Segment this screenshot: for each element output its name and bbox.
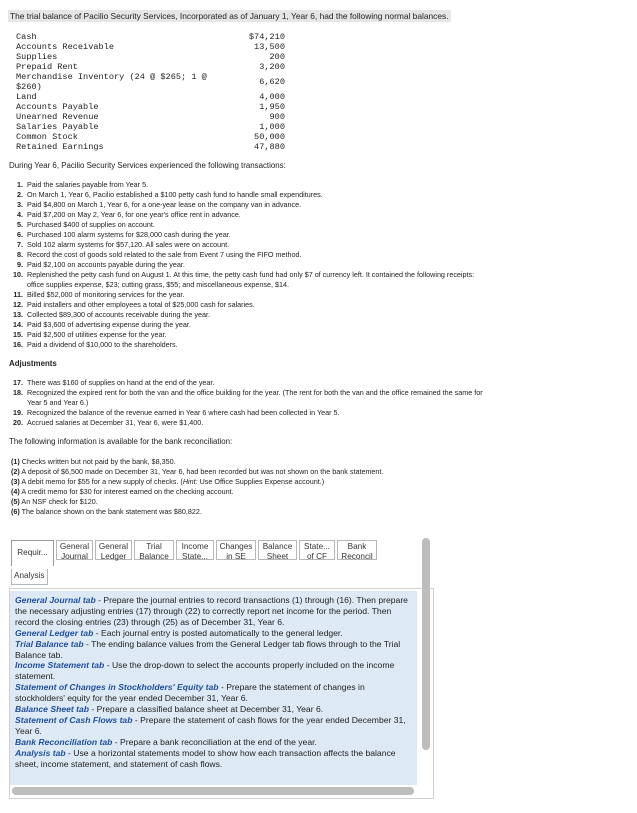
item-text: Paid $2,100 on accounts payable during the year. [27,260,185,269]
list-item [9,240,484,250]
tab-label: in SE [226,552,246,561]
item-number: 5. [17,220,23,229]
tb-amount: $74,210 [248,32,285,42]
requirement-text: - The ending balance values from the General Ledger tab flows through to the Trial Balance tab. [15,638,401,660]
tb-row [16,32,285,42]
tab-label: Balance [262,542,293,551]
tab-label: Journal [61,552,88,561]
requirement-key: Trial Balance tab [15,638,84,649]
item-text: Paid $4,800 on March 1, Year 6, for a one-year lease on the company van in advance. [27,200,302,209]
tb-amount: 1,950 [259,102,285,112]
requirement-key: Balance Sheet tab [15,704,90,715]
item-text: A debit memo for $55 for a new supply of checks. ( [21,477,183,486]
item-number: 9. [17,260,23,269]
requirement-key: Bank Reconciliation tab [15,736,113,747]
adjustments-list [9,378,484,428]
item-text: Paid $7,200 on May 2, Year 6, for one year's office rent in advance. [27,210,241,219]
item-number: (4) [11,487,20,496]
list-item [11,497,481,507]
item-number: 1. [17,180,23,189]
tb-amount: 1,000 [259,122,285,132]
item-number: 19. [13,408,23,417]
hint-label: Hint: [182,477,198,486]
item-number: 2. [17,190,23,199]
requirement-text: - Use a horizontal statements model to show how each transaction affects the balance sheet, income statement, and statement of cash flows. [15,747,396,769]
list-item [9,210,484,220]
item-text: Paid $3,600 of advertising expense during the year. [27,320,191,329]
list-item [9,320,484,330]
tb-row [16,112,285,122]
item-number: 10. [13,270,23,279]
tb-row [16,52,285,62]
item-number: 12. [13,300,23,309]
tab-label: Balance [139,552,169,561]
tab-bank-reconciliation[interactable] [337,540,377,560]
tb-row [16,62,285,72]
requirement-key: Analysis tab [15,747,66,758]
tb-account: Land [16,92,37,102]
tab-general-journal[interactable] [56,540,93,560]
requirement-item [15,628,412,639]
tb-row [16,142,285,152]
list-item [9,418,484,428]
list-item [9,190,484,200]
list-item [9,378,484,388]
requirement-key: Income Statement tab [15,660,105,671]
tb-row [16,132,285,142]
item-number: 20. [13,418,23,427]
requirement-item [15,639,412,661]
tb-amount: 4,000 [259,92,285,102]
intro-text: The trial balance of Pacilio Security Services, Incorporated as of January 1, Year 6, had the following normal balances. [10,11,449,21]
requirement-item [15,595,412,628]
list-item [9,220,484,230]
tb-account: Supplies [16,52,58,62]
list-item [9,230,484,240]
requirement-text: - Prepare a bank reconciliation at the end of the year. [112,736,317,747]
item-text: Checks written but not paid by the bank, $8,350. [21,457,176,466]
list-item [11,457,481,467]
tab-general-ledger[interactable] [95,540,132,560]
adjustments-heading: Adjustments [9,359,57,368]
requirement-item [15,704,412,715]
item-text: The balance shown on the bank statement was $80,822. [21,507,202,516]
list-item [11,477,481,487]
tb-account: Merchandise Inventory (24 @ $265; 1 @ $260) [16,72,207,92]
item-text: Collected $89,300 of accounts receivable during the year. [27,310,210,319]
item-number: 4. [17,210,23,219]
item-text: Paid the salaries payable from Year 5. [27,180,149,189]
tab-label: Income [181,542,209,551]
item-number: 17. [13,378,23,387]
item-text: Recognized the balance of the revenue earned in Year 6 where cash had been collected in Year 5. [27,408,340,417]
item-text: Use Office Supplies Expense account.) [197,477,325,486]
item-text: Purchased 100 alarm systems for $28,000 cash during the year. [27,230,231,239]
item-number: (3) [11,477,20,486]
list-item [9,388,484,408]
item-number: 7. [17,240,23,249]
list-item [9,250,484,260]
requirement-text: - Prepare a classified balance sheet at December 31, Year 6. [89,704,324,715]
item-number: 13. [13,310,23,319]
requirement-text: - Prepare the statement of cash flows for the year ended December 31, Year 6. [15,714,406,736]
bank-intro: The following information is available for the bank reconciliation: [9,437,233,446]
tb-amount: 900 [269,112,285,122]
tb-row [16,102,285,112]
item-number: 11. [13,290,23,299]
tb-amount: 47,880 [254,142,285,152]
tab-analysis[interactable] [11,569,48,585]
item-text: Paid installers and other employees a total of $25,000 cash for salaries. [27,300,255,309]
tb-row [16,42,285,52]
list-item [11,487,481,497]
requirement-key: Statement of Changes in Stockholders' Equity tab [15,682,219,693]
tab-income-statement[interactable] [176,540,214,560]
tb-amount: 13,500 [254,42,285,52]
list-item [9,180,484,190]
list-item [9,310,484,320]
tab-label: Reconcil [341,552,373,561]
tb-account: Unearned Revenue [16,112,99,122]
tb-row [16,72,285,92]
list-item [9,270,484,290]
tab-label: State... [304,542,330,551]
tb-amount: 200 [269,52,285,62]
item-text: Purchased $400 of supplies on account. [27,220,155,229]
requirement-text: - Prepare the statement of changes in stockholders' equity for the year ended December 31, Year 6. [15,682,365,704]
list-item [9,408,484,418]
requirement-item [15,660,412,682]
tb-account: Retained Earnings [16,142,104,152]
list-item [9,300,484,310]
tab-label: of CF [306,552,328,561]
tab-changes-in-se[interactable] [216,540,256,560]
item-number: 8. [17,250,23,259]
list-item [11,507,481,517]
tab-label: Requir... [17,548,48,557]
tb-account: Salaries Payable [16,122,99,132]
requirement-key: General Journal tab [15,595,96,605]
bank-reconciliation-list [11,457,481,517]
item-text: On March 1, Year 6, Pacilio established a $100 petty cash fund to handle small expenditures. [27,190,323,199]
list-item [9,290,484,300]
tab-label: State... [182,552,208,561]
item-text: Recognized the expired rent for both the van and the office building for the year. (The rent for both the van and the office remained the same for Year 5 and Year 6.) [27,388,483,407]
item-number: 16. [13,340,23,349]
item-number: (5) [11,497,20,506]
item-text: There was $160 of supplies on hand at the end of the year. [27,378,215,387]
tab-label: Ledger [100,552,127,561]
vertical-scrollbar[interactable] [422,538,430,750]
trial-balance [16,32,285,152]
tab-requirements[interactable] [11,540,54,566]
requirement-key: General Ledger tab [15,627,94,638]
tab-statement-of-cf[interactable] [299,540,335,560]
tab-label: General [98,542,129,551]
tb-account: Accounts Payable [16,102,99,112]
list-item [9,340,484,350]
item-number: (6) [11,507,20,516]
item-number: (1) [11,457,20,466]
item-number: (2) [11,467,20,476]
requirement-item [15,715,412,737]
tab-balance-sheet[interactable] [258,540,297,560]
tb-account: Cash [16,32,37,42]
tb-account: Common Stock [16,132,78,142]
requirement-item [15,682,412,704]
item-text: Replenished the petty cash fund on August 1. At this time, the petty cash fund had only $7 of currency left. It contained the following receipts: office supplies expense, $23; cutting grass, $55; and miscellaneous expense, $14. [27,270,475,289]
item-text: Paid $2,500 of utilities expense for the year. [27,330,167,339]
list-item [11,467,481,477]
list-item [9,260,484,270]
list-item [9,200,484,210]
requirements-panel [10,591,417,785]
transactions-intro: During Year 6, Pacilio Security Services experienced the following transactions: [9,161,286,170]
tab-label: Bank [347,542,367,551]
list-item [9,330,484,340]
requirement-text: - Prepare the journal entries to record transactions (1) through (16). Then prepare the necessary adjusting entries (17) through (22) to correctly report net income for the period. Then record the closing entries (23) through (25) as of December 31, Year 6. [15,595,408,627]
item-text: Sold 102 alarm systems for $57,120. All sales were on account. [27,240,230,249]
requirement-item [15,737,412,748]
item-number: 18. [13,388,23,397]
tb-amount: 6,620 [259,77,285,87]
tb-amount: 50,000 [254,132,285,142]
tb-row [16,122,285,132]
tab-bar [11,540,379,566]
tab-trial-balance[interactable] [134,540,174,560]
tab-label: Changes [219,542,253,551]
tab-label: Analysis [14,571,45,580]
tb-row [16,92,285,102]
item-text: Accrued salaries at December 31, Year 6, were $1,400. [27,418,204,427]
tab-label: Trial [146,542,162,551]
transactions-list [9,180,484,350]
item-text: Record the cost of goods sold related to the sale from Event 7 using the FIFO method. [27,250,302,259]
item-text: Billed $52,000 of monitoring services for the year. [27,290,185,299]
item-number: 3. [17,200,23,209]
requirement-item [15,748,412,770]
item-number: 14. [13,320,23,329]
tb-amount: 3,200 [259,62,285,72]
requirement-key: Statement of Cash Flows tab [15,714,133,725]
tb-account: Prepaid Rent [16,62,78,72]
item-number: 6. [17,230,23,239]
requirement-text: - Use the drop-down to select the accounts properly included on the income statement. [15,660,395,682]
item-text: A credit memo for $30 for interest earned on the checking account. [21,487,234,496]
tb-account: Accounts Receivable [16,42,114,52]
requirement-text: - Each journal entry is posted automatically to the general ledger. [93,627,343,638]
item-text: Paid a dividend of $10,000 to the shareholders. [27,340,178,349]
horizontal-scrollbar[interactable] [12,787,414,795]
item-number: 15. [13,330,23,339]
item-text: An NSF check for $120. [21,497,98,506]
item-text: A deposit of $6,500 made on December 31, Year 6, had been recorded but was not shown on the bank statement. [21,467,384,476]
tab-label: General [59,542,90,551]
tab-label: Sheet [266,552,289,561]
